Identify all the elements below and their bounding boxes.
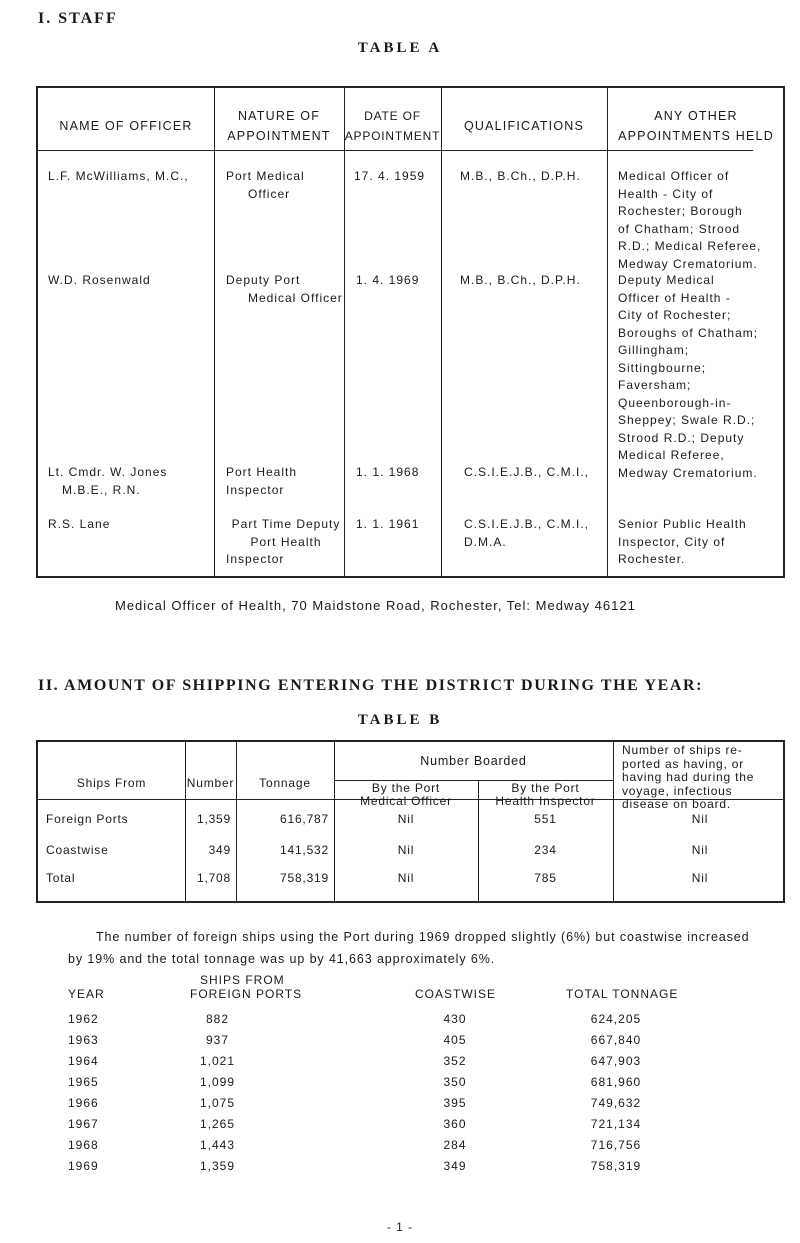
row-tonnage: 758,319 [280,871,329,885]
table-b-title: TABLE B [357,712,443,728]
officer-date: 1. 1. 1961 [356,517,420,531]
header-foreign-ports: FOREIGN PORTS [190,987,303,1001]
header-year: YEAR [68,987,105,1001]
row-year: 1965 [68,1075,99,1089]
row-number: 1,359 [196,812,231,826]
header-ships-from: Ships From [76,776,147,790]
officer-date: 1. 4. 1969 [356,273,420,287]
row-foreign-ports: 1,021 [199,1054,236,1068]
row-total-tonnage: 721,134 [590,1117,642,1131]
header-infectious-disease: Number of ships re- ported as having, or having had during the voyage, infectious disease on board. [622,743,755,811]
row-tonnage: 141,532 [280,843,329,857]
row-number: 1,708 [196,871,231,885]
row-by-pmo: Nil [397,871,415,885]
page-number: - 1 - [386,1220,414,1234]
row-by-phi: 234 [534,843,557,857]
row-coastwise: 350 [443,1075,467,1089]
row-by-pmo: Nil [397,812,415,826]
summary-line-1: The number of foreign ships using the Port during 1969 dropped slightly (6%) but coastwise increased [96,930,750,944]
summary-line-2: by 19% and the total tonnage was up by 41,663 approximately 6%. [68,952,496,966]
officer-date: 1. 1. 1968 [356,465,420,479]
header-number-boarded: Number Boarded [420,754,527,768]
header-ships-from: SHIPS FROM [200,973,285,987]
row-foreign-ports: 1,265 [199,1117,236,1131]
row-year: 1969 [68,1159,99,1173]
officer-other-appointments: Senior Public Health Inspector, City of Rochester. [618,517,747,566]
contact-address: Medical Officer of Health, 70 Maidstone Road, Rochester, Tel: Medway 46121 [115,598,636,613]
header-coastwise: COASTWISE [415,987,497,1001]
officer-nature: Port Medical Officer [226,169,305,201]
row-ships-from: Coastwise [46,843,109,857]
row-year: 1962 [68,1012,99,1026]
officer-other-appointments: Medical Officer of Health - City of Rochester; Borough of Chatham; Strood R.D.; Medical Referee, Medway Crematorium. [618,169,762,271]
row-coastwise: 430 [443,1012,467,1026]
row-total-tonnage: 681,960 [590,1075,642,1089]
row-total-tonnage: 667,840 [590,1033,642,1047]
officer-nature: Port Health Inspector [226,465,298,497]
row-foreign-ports: 937 [205,1033,230,1047]
header-other-appointments: ANY OTHER APPOINTMENTS HELD [618,109,774,143]
row-total-tonnage: 758,319 [590,1159,642,1173]
row-foreign-ports: 1,099 [199,1075,236,1089]
row-year: 1968 [68,1138,99,1152]
table-a-title: TABLE A [357,40,443,56]
officer-date: 17. 4. 1959 [354,169,426,183]
header-by-port-medical-officer: By the Port Medical Officer [360,781,452,808]
row-coastwise: 405 [443,1033,467,1047]
row-year: 1966 [68,1096,99,1110]
row-coastwise: 284 [443,1138,467,1152]
officer-name: L.F. McWilliams, M.C., [48,169,189,183]
row-number: 349 [208,843,231,857]
row-foreign-ports: 1,075 [199,1096,236,1110]
row-foreign-ports: 882 [205,1012,230,1026]
row-ships-from: Foreign Ports [46,812,129,826]
row-year: 1964 [68,1054,99,1068]
row-foreign-ports: 1,359 [199,1159,236,1173]
header-total-tonnage: TOTAL TONNAGE [566,987,679,1001]
row-infectious: Nil [691,812,709,826]
officer-nature: Part Time Deputy Port Health Inspector [226,517,341,566]
header-tonnage: Tonnage [259,776,311,790]
row-infectious: Nil [691,843,709,857]
row-total-tonnage: 716,756 [590,1138,642,1152]
row-year: 1967 [68,1117,99,1131]
officer-name: W.D. Rosenwald [48,273,151,287]
header-by-port-health-inspector: By the Port Health Inspector [495,781,596,808]
row-total-tonnage: 624,205 [590,1012,642,1026]
row-coastwise: 349 [443,1159,467,1173]
row-infectious: Nil [691,871,709,885]
row-coastwise: 395 [443,1096,467,1110]
section-heading-staff: I. STAFF [38,10,118,27]
staff-table [36,86,785,578]
officer-other-appointments: Deputy Medical Officer of Health - City of Rochester; Boroughs of Chatham; Gillingham; Sittingbourne; Faversham; Queenborough-in- Sheppey; Swale R.D.; Strood R.D.; Deputy Medical Referee, Medway Crematorium. [618,273,759,480]
row-total-tonnage: 749,632 [590,1096,642,1110]
row-total-tonnage: 647,903 [590,1054,642,1068]
officer-nature: Deputy Port Medical Officer [226,273,343,305]
row-foreign-ports: 1,443 [199,1138,236,1152]
row-ships-from: Total [46,871,76,885]
officer-qualifications: C.S.I.E.J.B., C.M.I., [464,465,590,479]
officer-name: R.S. Lane [48,517,111,531]
officer-qualifications: M.B., B.Ch., D.P.H. [460,169,581,183]
header-nature-of-appointment: NATURE OF APPOINTMENT [227,109,331,143]
shipping-table [36,740,785,903]
officer-name: Lt. Cmdr. W. Jones M.B.E., R.N. [48,465,168,497]
row-year: 1963 [68,1033,99,1047]
row-by-pmo: Nil [397,843,415,857]
header-date-of-appointment: DATE OF APPOINTMENT [344,109,441,143]
row-by-phi: 551 [534,812,557,826]
header-qualifications: QUALIFICATIONS [463,119,585,133]
row-by-phi: 785 [534,871,557,885]
section-heading-shipping: II. AMOUNT OF SHIPPING ENTERING THE DISTRICT DURING THE YEAR: [38,677,704,694]
officer-qualifications: C.S.I.E.J.B., C.M.I., D.M.A. [464,517,590,549]
row-tonnage: 616,787 [280,812,329,826]
row-coastwise: 352 [443,1054,467,1068]
row-coastwise: 360 [443,1117,467,1131]
officer-qualifications: M.B., B.Ch., D.P.H. [460,273,581,287]
header-number: Number [186,776,235,790]
header-name-of-officer: NAME OF OFFICER [59,119,193,133]
